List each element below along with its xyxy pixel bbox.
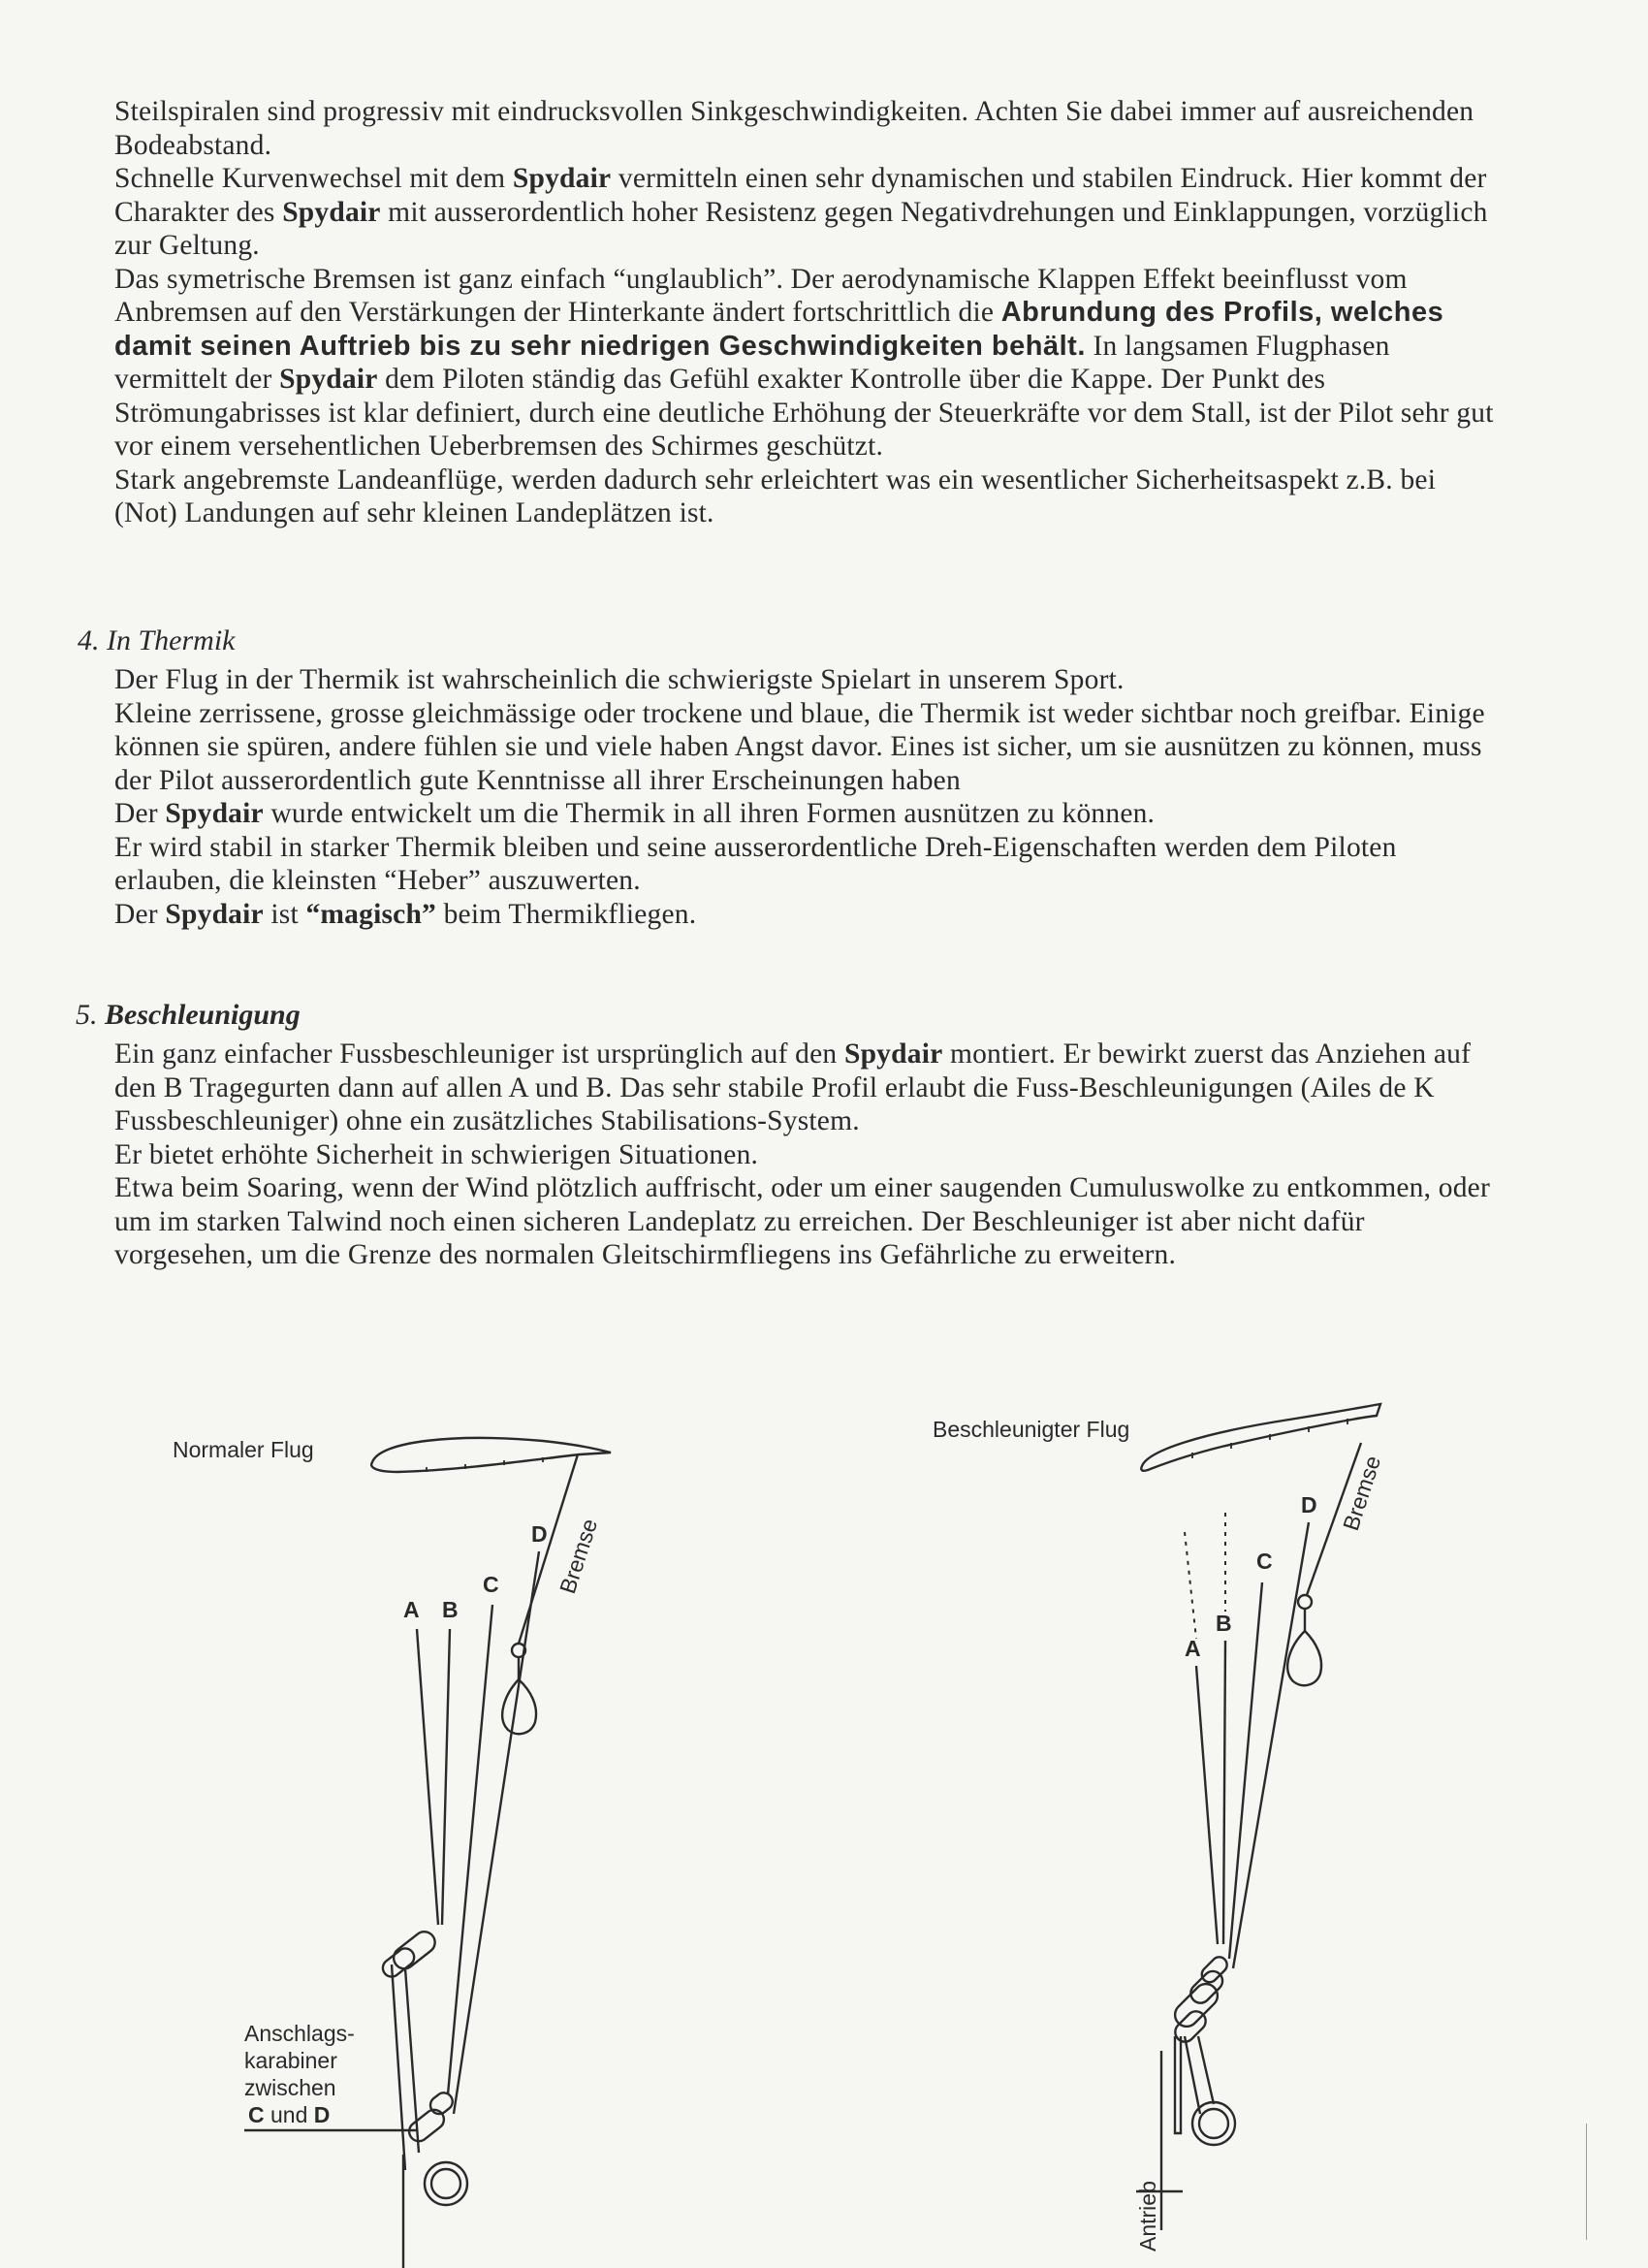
label-c-und-d: C und D	[248, 2102, 331, 2127]
label-riser-d-acc: D	[1301, 1492, 1317, 1517]
paragraph-thermik-2: Kleine zerrissene, grosse gleichmässige oder trockene und blaue, die Thermik ist weder sichtbar noch greifbar. Einige können sie spüren, andere fühlen sie und viele haben Angst davor. Eines ist sicher, um sie ausnützen zu können, muss der Pilot ausserordentlich gute Kenntnisse all ihrer Erscheinungen haben	[114, 697, 1485, 796]
riser-line-a-dashed	[1185, 1532, 1196, 1639]
paragraph-landeanfluege: Stark angebremste Landeanflüge, werden dadurch sehr erleichtert was ein wesentlicher Sicherheitsaspekt z.B. bei (Not) Landungen auf sehr kleinen Landeplätzen ist.	[114, 463, 1437, 528]
heading-thermik: 4. In Thermik	[78, 624, 236, 656]
riser-line-b	[442, 1629, 450, 1925]
section-steilspiralen	[114, 95, 1503, 530]
paragraph-beschleunigung-2: Er bietet erhöhte Sicherheit in schwierigen Situationen.	[114, 1138, 759, 1170]
riser-diagram-figure	[0, 1358, 1648, 2268]
bold-sans-sentence: Abrundung des Profils, welches damit seinen Auftrieb bis zu sehr niedrigen Geschwindigkeiten behält.	[114, 297, 1444, 362]
wing-profile-accelerated	[1141, 1404, 1380, 1471]
carabiner-cluster-acc	[1170, 1979, 1222, 2031]
carabiner-lower	[405, 2106, 448, 2145]
brand-name: Spydair	[165, 798, 264, 829]
brand-name: Spydair	[843, 1038, 943, 1070]
section-thermik	[114, 663, 1503, 931]
magisch-emphasis: “magisch”	[305, 898, 437, 930]
riser-strap-front	[392, 1965, 405, 2170]
brand-name: Spydair	[279, 364, 378, 395]
label-anschlags: Anschlags-	[244, 2021, 355, 2046]
label-riser-b: B	[442, 1597, 459, 1622]
paragraph-bremsen: Das symetrische Bremsen ist ganz einfach “unglaublich”. Der aerodynamische Klappen Effekt beeinflusst vom Anbremsen auf den Verstärkungen der Hinterkante ändert fortschrittlich die Abrundung des Profils, welches damit seinen Auftrieb bis zu sehr niedrigen Geschwindigkeiten behält. In langsamen Flugphasen vermittelt der Spydair dem Piloten ständig das Gefühl exakter Kontrolle über die Kappe. Der Punkt des Strömungabrisses ist klar definiert, durch eine deutliche Erhöhung der Steuerkräfte vor dem Stall, ist der Pilot sehr gut vor einem versehentlichen Ueberbremsen des Schirmes geschützt.	[114, 263, 1494, 462]
brake-pulley-acc	[1298, 1595, 1312, 1609]
riser-line-a	[417, 1629, 438, 1925]
heading-beschleunigung: 5. Beschleunigung	[76, 999, 301, 1031]
paragraph-thermik-1: Der Flug in der Thermik ist wahrscheinlich die schwierigste Spielart in unserem Sport.	[114, 664, 1125, 695]
label-riser-d: D	[531, 1521, 548, 1547]
scan-edge-mark	[1586, 2124, 1587, 2240]
riser-line-d-acc	[1233, 1522, 1309, 1968]
riser-line-d	[454, 1551, 539, 2114]
section-beschleunigung	[114, 1038, 1503, 1272]
paragraph-steilspiralen: Steilspiralen sind progressiv mit eindrucksvollen Sinkgeschwindigkeiten. Achten Sie dabei immer auf ausreichenden Bodeabstand.	[114, 96, 1474, 161]
label-zwischen: zwischen	[244, 2075, 336, 2100]
label-riser-c: C	[483, 1572, 499, 1597]
label-riser-a: A	[403, 1597, 420, 1622]
paragraph-beschleunigung-3: Etwa beim Soaring, wenn der Wind plötzlich auffrischt, oder um einer saugenden Cumuluswolke zu entkommen, oder um im starken Talwind noch einen sicheren Landeplatz zu erreichen. Der Beschleuniger ist aber nicht dafür vorgesehen, um die Grenze des normalen Gleitschirmfliegens ins Gefährliche zu erweitern.	[114, 1172, 1490, 1270]
paragraph-kurvenwechsel: Schnelle Kurvenwechsel mit dem Spydair vermitteln einen sehr dynamischen und stabilen Eindruck. Hier kommt der Charakter des Spydair mit ausserordentlich hoher Resistenz gegen Negativdrehungen und Einklappungen, vorzüglich zur Geltung.	[114, 163, 1488, 261]
label-bremse: Bremse	[555, 1516, 603, 1597]
label-karabiner: karabiner	[244, 2048, 337, 2073]
paragraph-beschleunigung-1: Ein ganz einfacher Fussbeschleuniger ist ursprünglich auf den Spydair montiert. Er bewirkt zuerst das Anziehen auf den B Tragegurten dann auf allen A und B. Das sehr stabile Profil erlaubt die Fuss-Beschleunigungen (Ailes de K Fussbeschleuniger) ohne ein zusätzliches Stabilisations-System.	[114, 1038, 1472, 1136]
brand-name: Spydair	[165, 898, 264, 930]
riser-line-c-acc	[1229, 1582, 1262, 1959]
label-riser-b-acc: B	[1216, 1611, 1232, 1636]
riser-line-c	[448, 1605, 492, 2094]
speed-bar-cord	[1175, 2036, 1181, 2133]
label-antrieb: Antrieb	[1135, 2181, 1160, 2252]
label-riser-a-acc: A	[1185, 1636, 1201, 1661]
paragraph-thermik-5: Der Spydair ist “magisch” beim Thermikfliegen.	[114, 898, 697, 930]
label-normaler-flug: Normaler Flug	[173, 1437, 314, 1462]
riser-line-b-acc	[1223, 1641, 1225, 1944]
riser-diagram	[0, 1358, 1648, 2268]
label-beschleunigter-flug: Beschleunigter Flug	[933, 1417, 1130, 1442]
label-riser-c-acc: C	[1256, 1549, 1273, 1574]
riser-line-a-acc	[1196, 1666, 1218, 1944]
label-bremse-acc: Bremse	[1338, 1453, 1386, 1534]
paragraph-thermik-3: Der Spydair wurde entwickelt um die Thermik in all ihren Formen ausnützen zu können.	[114, 798, 1156, 829]
diagram-accelerated-flight	[933, 1404, 1385, 2252]
brake-handle-acc	[1287, 1631, 1321, 1685]
carabiner-upper	[390, 1928, 439, 1973]
paragraph-thermik-4: Er wird stabil in starker Thermik bleiben und seine ausserordentliche Dreh-Eigenschaften werden dem Piloten erlauben, die kleinsten “Heber” auszuwerten.	[114, 831, 1397, 896]
brand-name: Spydair	[512, 163, 612, 194]
diagram-normal-flight	[173, 1437, 611, 2268]
brand-name: Spydair	[282, 196, 381, 228]
